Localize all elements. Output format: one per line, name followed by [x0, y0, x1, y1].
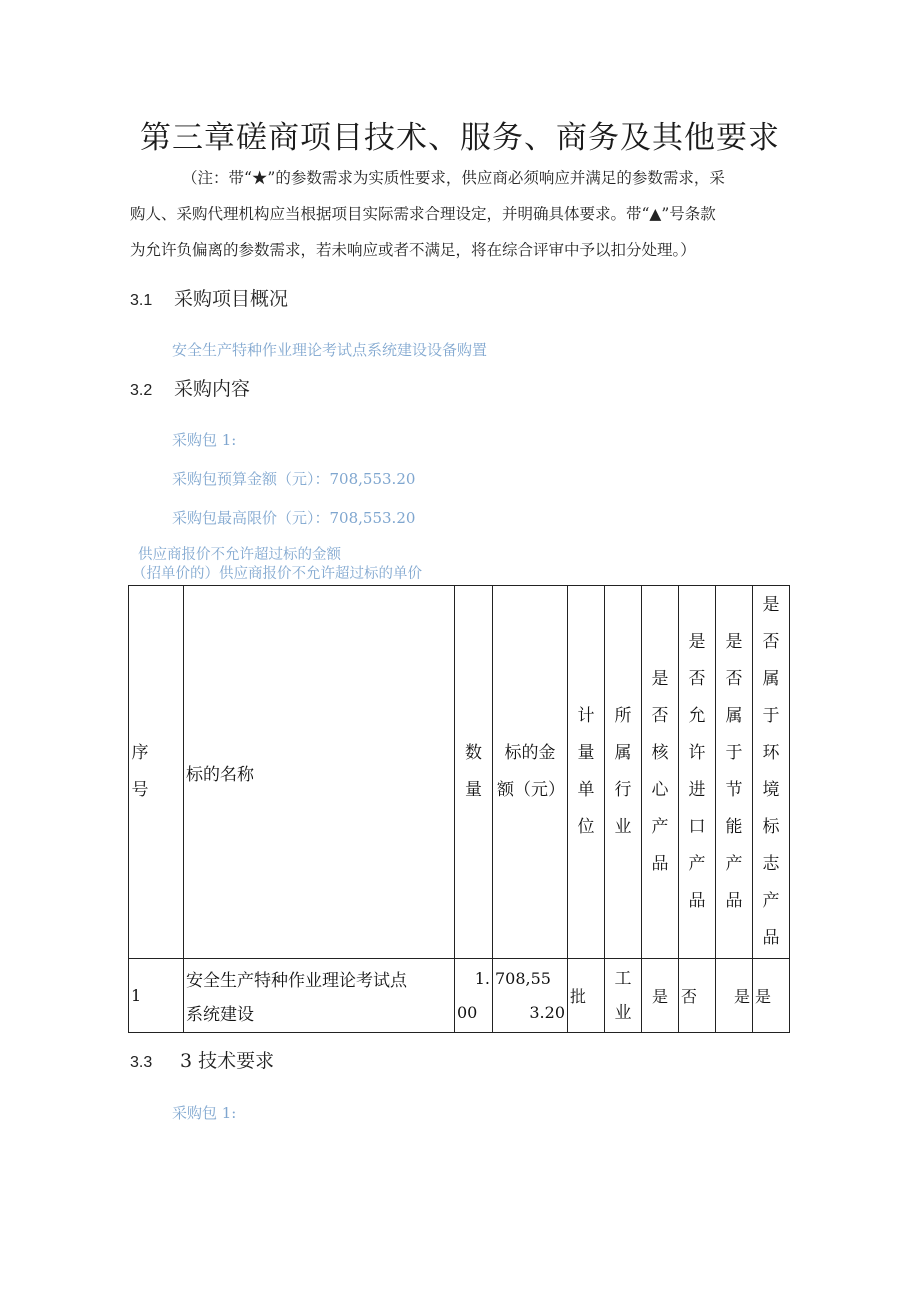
- budget-value: 708,553.20: [329, 470, 416, 488]
- header-energy-saving: 是否属于节能产品: [716, 586, 753, 959]
- section-title: 采购项目概况: [174, 288, 289, 310]
- cell-index: 1: [129, 959, 184, 1033]
- cell-env-label: 是: [753, 959, 790, 1033]
- header-amount: 标的金额（元）: [493, 586, 568, 959]
- section-title: 3 技术要求: [180, 1050, 275, 1072]
- budget-label: 采购包预算金额（元）：: [172, 470, 330, 488]
- cell-industry: 工业: [605, 959, 642, 1033]
- tech-package-label: 采购包 1:: [172, 1104, 237, 1122]
- section-number: 3.3: [130, 1054, 153, 1071]
- header-unit: 计量单位: [568, 586, 605, 959]
- note-line-1: （注：带“★”的参数需求为实质性要求，供应商必须响应并满足的参数需求，采: [182, 169, 725, 187]
- table-header-row: [129, 586, 790, 959]
- cell-core-product: 是: [642, 959, 679, 1033]
- table-row: [129, 959, 790, 1033]
- section-title: 采购内容: [174, 378, 251, 400]
- section-3-1-heading: [130, 284, 288, 311]
- cell-name: 安全生产特种作业理论考试点 系统建设: [184, 959, 455, 1033]
- header-index: 序号: [129, 586, 184, 959]
- max-price-line: [172, 507, 415, 528]
- max-price-label: 采购包最高限价（元）：: [172, 509, 330, 527]
- section-number: 3.1: [130, 292, 153, 309]
- cell-import-allowed: 否: [679, 959, 716, 1033]
- note-line-2: 购人、采购代理机构应当根据项目实际需求合理设定，并明确具体要求。带“▲”号条款: [130, 205, 716, 223]
- package-label: 采购包 1:: [172, 431, 237, 449]
- header-core-product: 是否核心产品: [642, 586, 679, 959]
- page-title: 第三章磋商项目技术、服务、商务及其他要求: [140, 120, 780, 156]
- project-overview-text: 安全生产特种作业理论考试点系统建设设备购置: [172, 341, 488, 359]
- cell-quantity: 1. 00: [455, 959, 493, 1033]
- procurement-table: [128, 585, 790, 1033]
- header-quantity: 数量: [455, 586, 493, 959]
- header-import-allowed: 是否允许进口产品: [679, 586, 716, 959]
- note-paragraph: [130, 160, 800, 268]
- legend-note-1: 供应商报价不允许超过标的金额: [138, 547, 341, 563]
- budget-line: [172, 468, 415, 489]
- cell-amount: 708,55 3.20: [493, 959, 568, 1033]
- section-3-2-heading: [130, 374, 250, 401]
- section-3-3-heading: [130, 1046, 274, 1073]
- section-number: 3.2: [130, 382, 153, 399]
- cell-energy-saving: 是: [716, 959, 753, 1033]
- note-line-3: 为允许负偏离的参数需求，若未响应或者不满足，将在综合评审中予以扣分处理。）: [130, 241, 696, 259]
- header-industry: 所属行业: [605, 586, 642, 959]
- legend-note-2: （招单价的）供应商报价不允许超过标的单价: [132, 566, 422, 582]
- cell-unit: 批: [568, 959, 605, 1033]
- header-env-label: 是否属于环境标志产品: [753, 586, 790, 959]
- max-price-value: 708,553.20: [329, 509, 416, 527]
- header-name: 标的名称: [184, 586, 455, 959]
